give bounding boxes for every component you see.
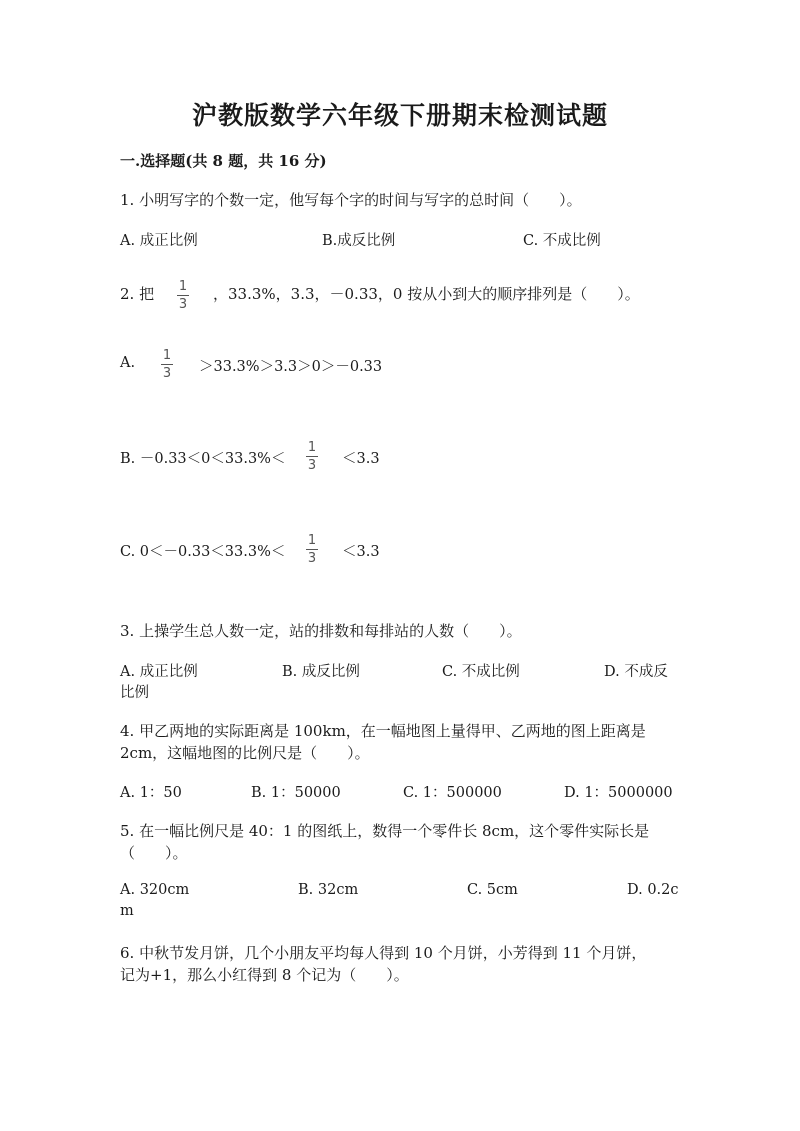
question-2-suffix: ，33.3%，3.3，－0.33，0 按从小到大的顺序排列是（ ）。	[213, 285, 640, 303]
q5-option-c: C. 5cm	[467, 882, 518, 898]
q4-option-b: B. 1：50000	[251, 785, 341, 801]
q5-option-b: B. 32cm	[298, 882, 359, 898]
q5-option-d-wrap: m	[120, 903, 134, 919]
q3-option-c: C. 不成比例	[442, 664, 520, 680]
section-heading: 一.选择题(共 8 题，共 16 分)	[120, 152, 327, 170]
question-5-line-1: 5. 在一幅比例尺是 40：1 的图纸上，数得一个零件长 8cm，这个零件实际长是	[120, 822, 650, 840]
q3-option-b: B. 成反比例	[282, 664, 360, 680]
question-6-line-1: 6. 中秋节发月饼，几个小朋友平均每人得到 10 个月饼，小芳得到 11 个月饼，	[120, 944, 647, 962]
q4-option-d: D. 1：5000000	[564, 785, 673, 801]
q2-option-a-text: ＞33.3%＞3.3＞0＞－0.33	[199, 359, 383, 375]
q2-option-c-text: C. 0＜－0.33＜33.3%＜	[120, 544, 286, 560]
question-5-line-2: （ ）。	[120, 844, 188, 862]
q3-option-d-wrap: 比例	[120, 685, 149, 701]
fraction-one-third: 1 3	[307, 533, 317, 566]
fraction-one-third: 1 3	[162, 348, 172, 381]
q2-option-a-label: A.	[120, 355, 136, 371]
q3-option-a: A. 成正比例	[120, 664, 198, 680]
q2-option-b-text: B. －0.33＜0＜33.3%＜	[120, 451, 286, 467]
question-6-line-2: 记为+1，那么小红得到 8 个记为（ ）。	[120, 966, 409, 984]
question-2-prefix: 2. 把	[120, 285, 155, 303]
question-4-line-1: 4. 甲乙两地的实际距离是 100km，在一幅地图上量得甲、乙两地的图上距离是	[120, 722, 646, 740]
q3-option-d: D. 不成反	[604, 664, 668, 680]
q5-option-a: A. 320cm	[120, 882, 190, 898]
question-1: 1. 小明写字的个数一定，他写每个字的时间与写字的总时间（ ）。	[120, 191, 582, 209]
q2-option-c-end: ＜3.3	[342, 544, 380, 560]
q4-option-c: C. 1：500000	[403, 785, 502, 801]
q4-option-a: A. 1：50	[120, 785, 182, 801]
question-3: 3. 上操学生总人数一定，站的排数和每排站的人数（ ）。	[120, 622, 522, 640]
q5-option-d: D. 0.2c	[627, 882, 679, 898]
q2-option-b-end: ＜3.3	[342, 451, 380, 467]
fraction-one-third: 1 3	[178, 279, 188, 312]
q1-option-a: A. 成正比例	[120, 233, 198, 249]
question-4-line-2: 2cm，这幅地图的比例尺是（ ）。	[120, 744, 370, 762]
page-title: 沪教版数学六年级下册期末检测试题	[191, 101, 608, 130]
fraction-one-third: 1 3	[307, 440, 317, 473]
q1-option-b: B.成反比例	[322, 233, 396, 249]
q1-option-c: C. 不成比例	[523, 233, 601, 249]
